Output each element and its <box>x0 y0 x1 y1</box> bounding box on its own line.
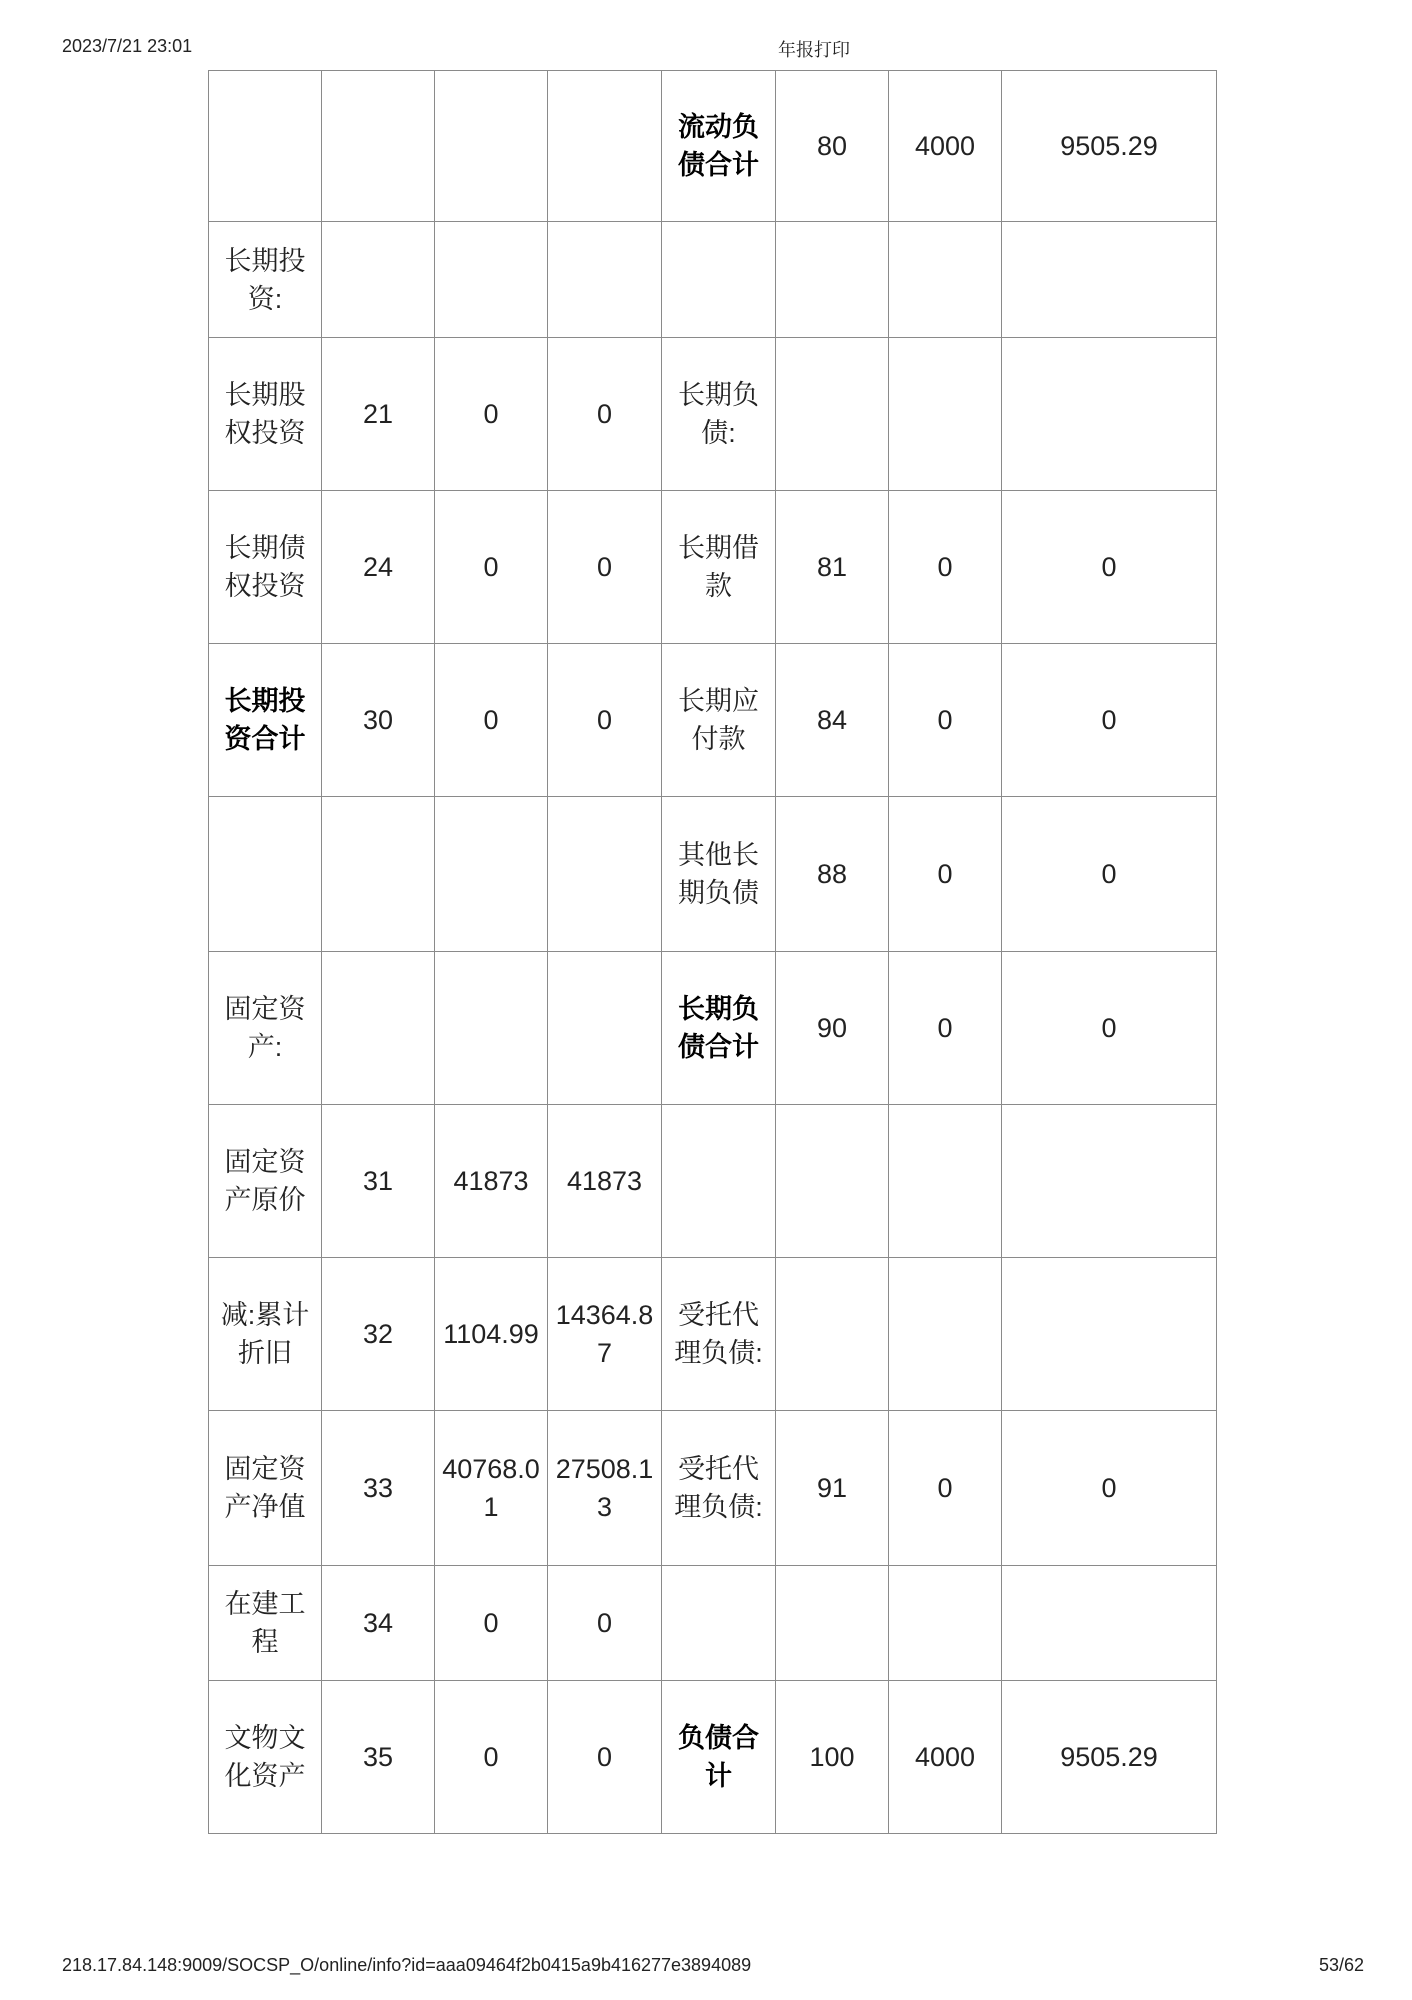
liability-code-cell: 100 <box>776 1681 889 1834</box>
page-url: 218.17.84.148:9009/SOCSP_O/online/info?id=aaa09464f2b0415a9b416277e3894089 <box>62 1955 752 1975</box>
liability-begin-value-cell <box>889 1105 1002 1258</box>
liability-code-cell: 84 <box>776 644 889 797</box>
asset-begin-value-cell <box>435 952 548 1105</box>
asset-code-cell: 35 <box>322 1681 435 1834</box>
table-row <box>209 1105 1217 1258</box>
table-row <box>209 1258 1217 1411</box>
asset-label-cell: 固定资产净值 <box>209 1411 322 1566</box>
liability-label-cell: 其他长期负债 <box>662 797 776 952</box>
liability-label-cell: 受托代理负债: <box>662 1411 776 1566</box>
table-row <box>209 1566 1217 1681</box>
liability-code-cell: 80 <box>776 71 889 222</box>
asset-begin-value-cell: 0 <box>435 491 548 644</box>
liability-begin-value-cell <box>889 1258 1002 1411</box>
liability-code-cell <box>776 222 889 338</box>
asset-label-cell: 长期投资合计 <box>209 644 322 797</box>
liability-begin-value-cell: 0 <box>889 1411 1002 1566</box>
liability-begin-value-cell: 0 <box>889 797 1002 952</box>
liability-label-cell: 长期应付款 <box>662 644 776 797</box>
liability-label-cell: 长期借款 <box>662 491 776 644</box>
liability-begin-value-cell <box>889 1566 1002 1681</box>
asset-code-cell: 33 <box>322 1411 435 1566</box>
asset-end-value-cell <box>548 222 662 338</box>
liability-code-cell: 81 <box>776 491 889 644</box>
asset-code-cell <box>322 797 435 952</box>
liability-begin-value-cell: 0 <box>889 644 1002 797</box>
asset-code-cell: 34 <box>322 1566 435 1681</box>
asset-end-value-cell: 0 <box>548 338 662 491</box>
asset-begin-value-cell <box>435 71 548 222</box>
asset-end-value-cell: 27508.13 <box>548 1411 662 1566</box>
asset-code-cell: 21 <box>322 338 435 491</box>
liability-label-cell <box>662 1105 776 1258</box>
asset-begin-value-cell: 0 <box>435 1681 548 1834</box>
liability-end-value-cell: 0 <box>1002 1411 1217 1566</box>
liability-begin-value-cell <box>889 222 1002 338</box>
asset-end-value-cell: 0 <box>548 1566 662 1681</box>
liability-label-cell: 受托代理负债: <box>662 1258 776 1411</box>
liability-begin-value-cell: 4000 <box>889 71 1002 222</box>
liability-end-value-cell: 0 <box>1002 644 1217 797</box>
liability-end-value-cell <box>1002 338 1217 491</box>
asset-begin-value-cell: 40768.01 <box>435 1411 548 1566</box>
asset-end-value-cell: 0 <box>548 491 662 644</box>
balance-sheet-table <box>208 70 1217 1834</box>
asset-label-cell: 固定资产原价 <box>209 1105 322 1258</box>
asset-code-cell: 30 <box>322 644 435 797</box>
print-datetime: 2023/7/21 23:01 <box>62 36 193 56</box>
asset-label-cell: 长期投资: <box>209 222 322 338</box>
liability-label-cell: 长期负债: <box>662 338 776 491</box>
liability-code-cell <box>776 1566 889 1681</box>
liability-begin-value-cell: 0 <box>889 491 1002 644</box>
asset-label-cell: 长期债权投资 <box>209 491 322 644</box>
liability-label-cell <box>662 222 776 338</box>
liability-code-cell <box>776 1258 889 1411</box>
liability-end-value-cell <box>1002 1258 1217 1411</box>
asset-code-cell <box>322 222 435 338</box>
table-row <box>209 491 1217 644</box>
liability-code-cell: 91 <box>776 1411 889 1566</box>
liability-begin-value-cell: 0 <box>889 952 1002 1105</box>
asset-code-cell: 32 <box>322 1258 435 1411</box>
asset-label-cell: 文物文化资产 <box>209 1681 322 1834</box>
liability-label-cell: 流动负债合计 <box>662 71 776 222</box>
liability-code-cell <box>776 1105 889 1258</box>
asset-begin-value-cell: 0 <box>435 644 548 797</box>
liability-end-value-cell <box>1002 1566 1217 1681</box>
asset-begin-value-cell <box>435 222 548 338</box>
asset-begin-value-cell: 1104.99 <box>435 1258 548 1411</box>
asset-code-cell <box>322 952 435 1105</box>
liability-code-cell: 88 <box>776 797 889 952</box>
asset-begin-value-cell: 0 <box>435 1566 548 1681</box>
asset-begin-value-cell: 41873 <box>435 1105 548 1258</box>
table-row <box>209 71 1217 222</box>
table-row <box>209 338 1217 491</box>
table-row <box>209 222 1217 338</box>
asset-end-value-cell: 41873 <box>548 1105 662 1258</box>
liability-label-cell: 长期负债合计 <box>662 952 776 1105</box>
asset-label-cell: 长期股权投资 <box>209 338 322 491</box>
asset-code-cell: 24 <box>322 491 435 644</box>
table-row <box>209 1411 1217 1566</box>
asset-end-value-cell: 0 <box>548 1681 662 1834</box>
asset-code-cell <box>322 71 435 222</box>
asset-label-cell <box>209 797 322 952</box>
table-body <box>209 71 1217 1834</box>
asset-begin-value-cell <box>435 797 548 952</box>
liability-begin-value-cell <box>889 338 1002 491</box>
asset-label-cell: 固定资产: <box>209 952 322 1105</box>
asset-end-value-cell <box>548 71 662 222</box>
asset-end-value-cell <box>548 797 662 952</box>
asset-end-value-cell: 0 <box>548 644 662 797</box>
table-row <box>209 952 1217 1105</box>
liability-end-value-cell: 0 <box>1002 491 1217 644</box>
asset-end-value-cell: 14364.87 <box>548 1258 662 1411</box>
liability-begin-value-cell: 4000 <box>889 1681 1002 1834</box>
asset-code-cell: 31 <box>322 1105 435 1258</box>
liability-end-value-cell <box>1002 1105 1217 1258</box>
asset-begin-value-cell: 0 <box>435 338 548 491</box>
page-title: 年报打印 <box>778 40 850 60</box>
liability-end-value-cell <box>1002 222 1217 338</box>
liability-label-cell: 负债合计 <box>662 1681 776 1834</box>
asset-label-cell: 在建工程 <box>209 1566 322 1681</box>
liability-label-cell <box>662 1566 776 1681</box>
table-row <box>209 797 1217 952</box>
liability-end-value-cell: 0 <box>1002 797 1217 952</box>
liability-end-value-cell: 0 <box>1002 952 1217 1105</box>
asset-label-cell <box>209 71 322 222</box>
page-number: 53/62 <box>1318 1955 1364 1975</box>
liability-code-cell: 90 <box>776 952 889 1105</box>
asset-label-cell: 减:累计折旧 <box>209 1258 322 1411</box>
liability-end-value-cell: 9505.29 <box>1002 71 1217 222</box>
table-row <box>209 644 1217 797</box>
asset-end-value-cell <box>548 952 662 1105</box>
table-row <box>209 1681 1217 1834</box>
liability-code-cell <box>776 338 889 491</box>
liability-end-value-cell: 9505.29 <box>1002 1681 1217 1834</box>
